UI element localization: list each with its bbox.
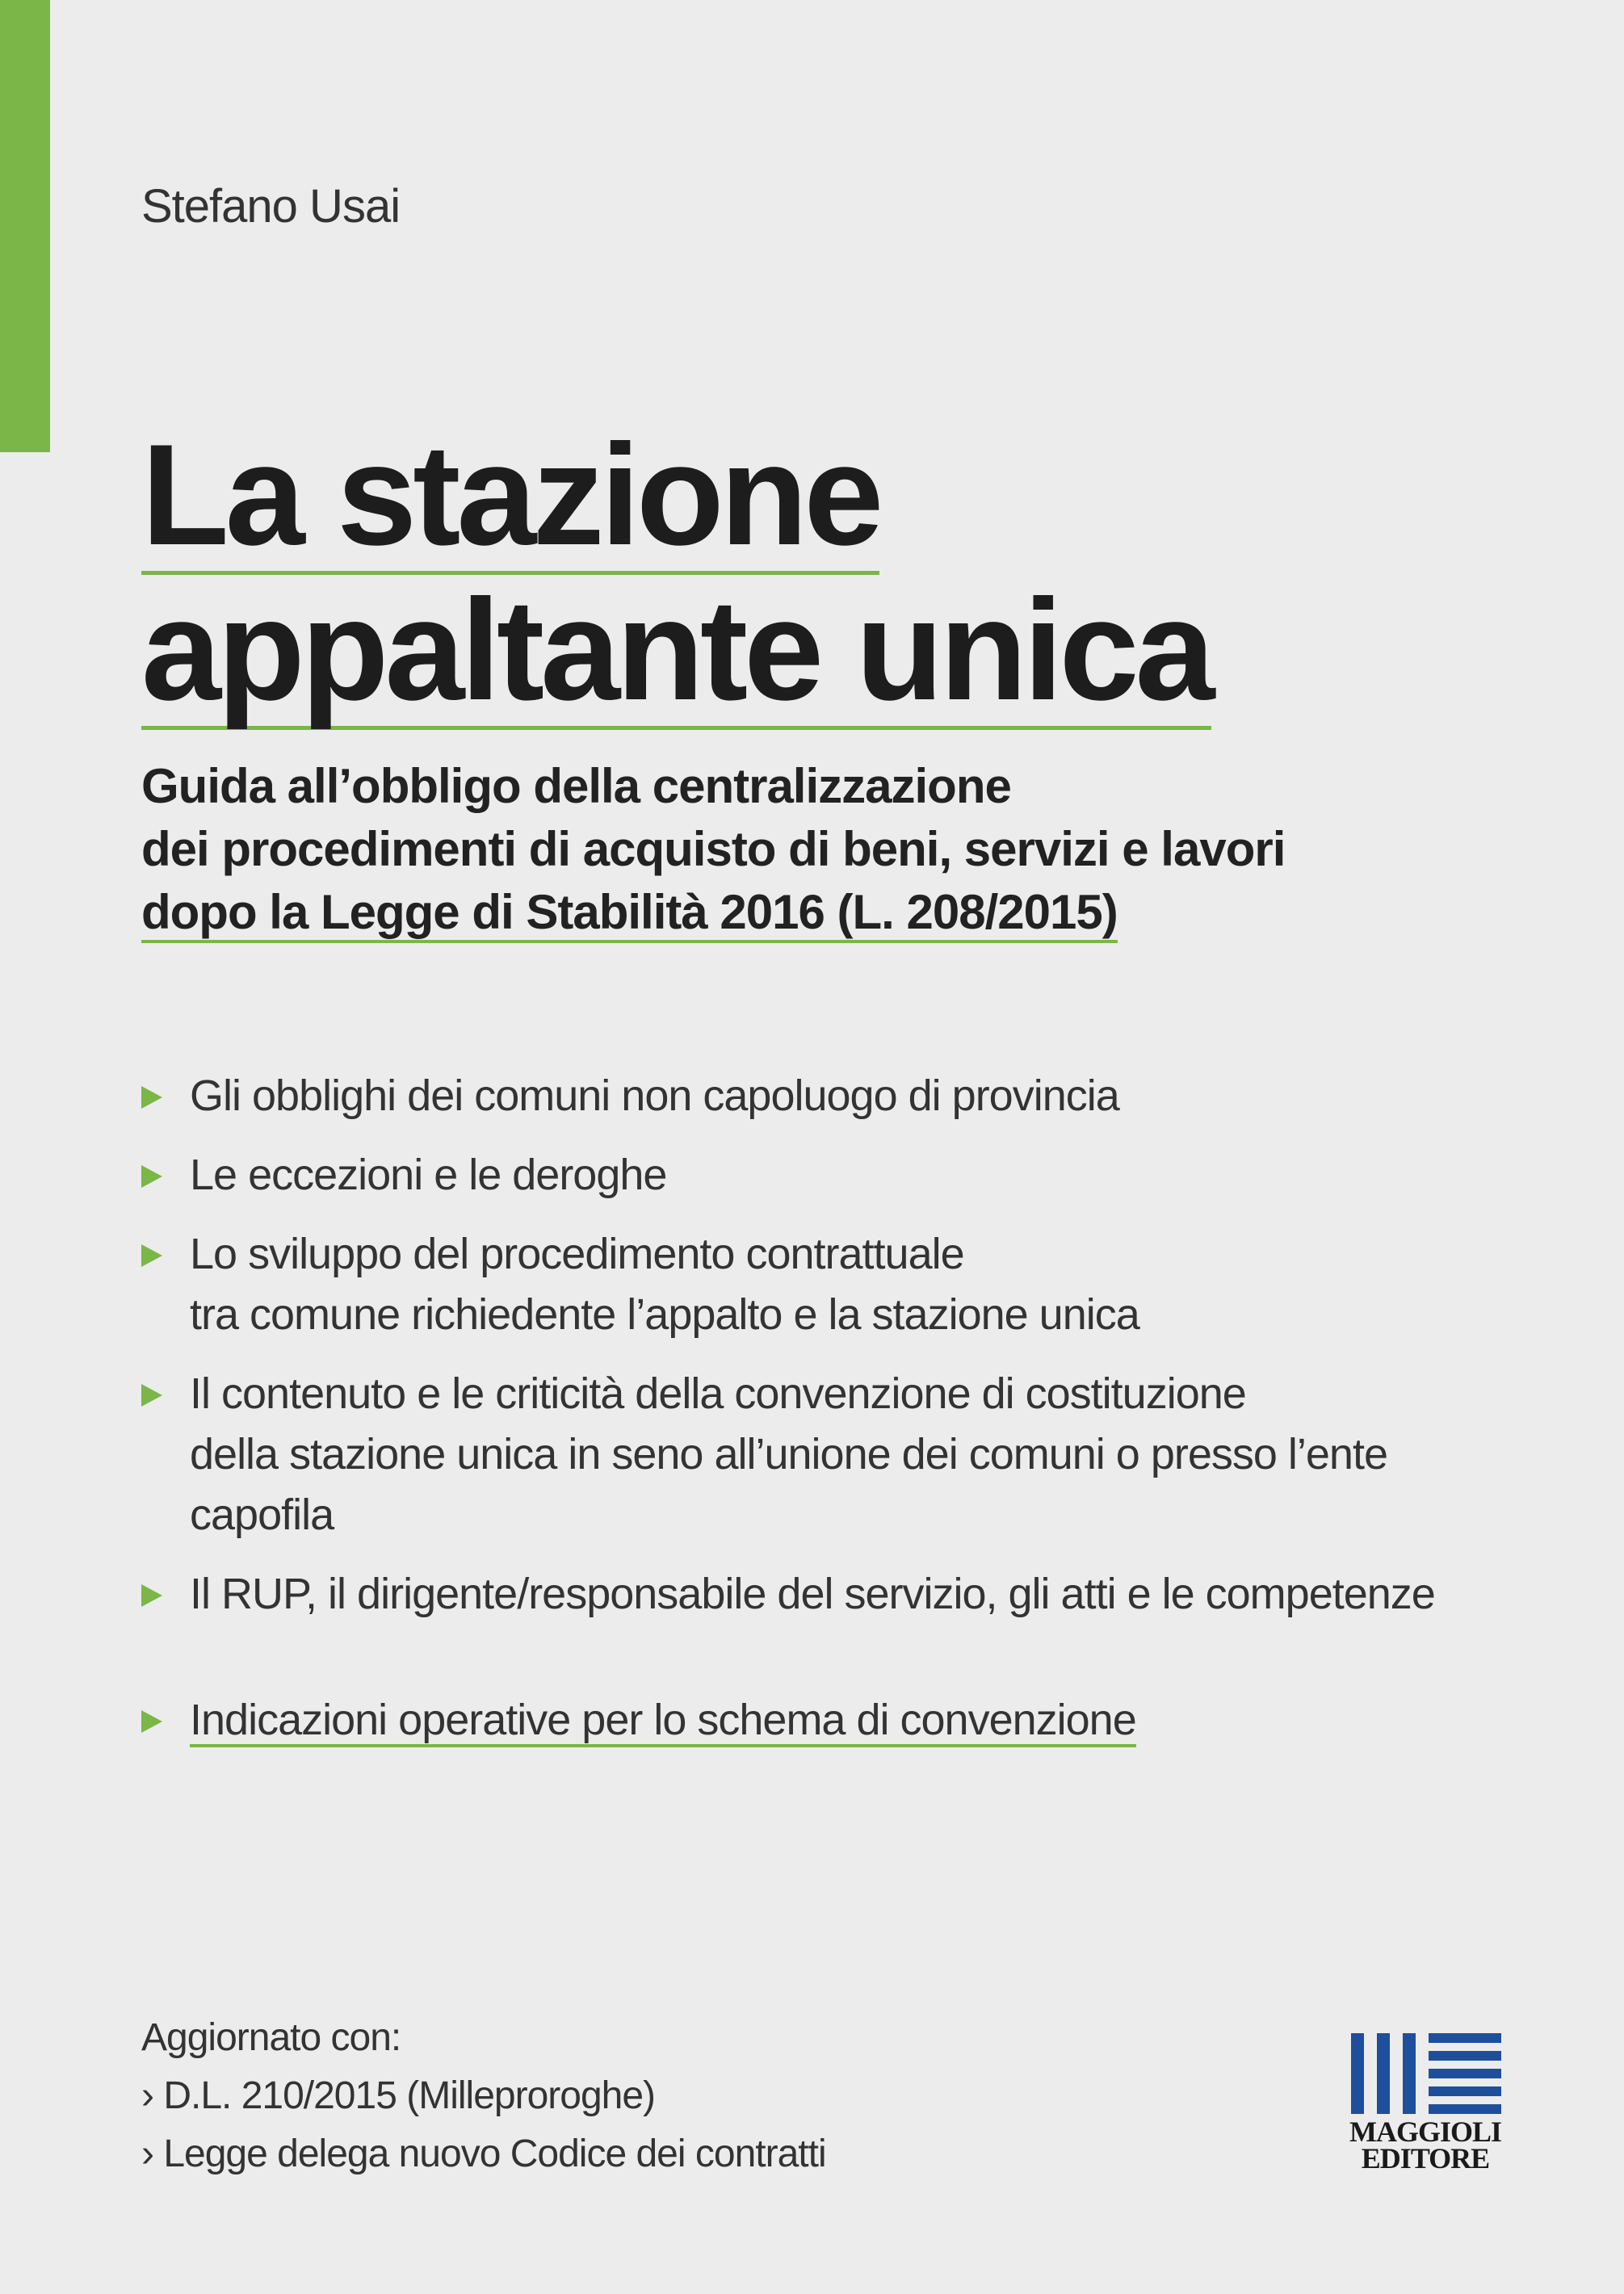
bullet-arrow-icon xyxy=(141,1086,162,1109)
topic-text: Gli obblighi dei comuni non capoluogo di provincia xyxy=(190,1072,1119,1120)
topic-item xyxy=(141,1066,1514,1126)
updated-heading: Aggiornato con: xyxy=(141,2016,401,2059)
publisher-line-1: MAGGIOLI xyxy=(1349,2116,1502,2148)
topic-text: Il contenuto e le criticità della convenzione di costituzione xyxy=(190,1369,1246,1418)
bullet-arrow-icon xyxy=(141,1165,162,1188)
bullet-arrow-icon xyxy=(141,1384,162,1407)
topic-text: Lo sviluppo del procedimento contrattuale xyxy=(190,1230,964,1278)
bullet-arrow-icon xyxy=(141,1710,162,1733)
accent-bar xyxy=(0,0,50,452)
logo-bar xyxy=(1351,2033,1364,2114)
subtitle-line-1: Guida all’obbligo della centralizzazione xyxy=(141,759,1011,813)
author-name: Stefano Usai xyxy=(141,180,401,233)
logo-bar xyxy=(1377,2033,1390,2114)
topic-item xyxy=(141,1364,1514,1545)
topic-item xyxy=(141,1564,1514,1625)
logo-stripe xyxy=(1429,2086,1501,2096)
bullet-arrow-icon xyxy=(141,1244,162,1267)
logo-stripe xyxy=(1429,2033,1501,2043)
topic-item xyxy=(141,1224,1514,1345)
logo-mark xyxy=(1351,2033,1501,2114)
title-line-2: appaltante unica xyxy=(141,569,1211,730)
logo-stripe xyxy=(1429,2104,1501,2114)
book-title xyxy=(141,414,1211,730)
highlight-item xyxy=(141,1690,1136,1751)
logo-stripe xyxy=(1429,2069,1501,2078)
subtitle-line-3: dopo la Legge di Stabilità 2016 (L. 208/2015) xyxy=(141,885,1118,943)
topic-text: tra comune richiedente l’appalto e la stazione unica xyxy=(190,1290,1139,1339)
publisher-line-2: EDITORE xyxy=(1361,2142,1490,2170)
topic-item xyxy=(141,1145,1514,1206)
logo-stripe xyxy=(1429,2051,1501,2061)
bullet-arrow-icon xyxy=(141,1584,162,1607)
highlight-text: Indicazioni operative per lo schema di convenzione xyxy=(190,1696,1136,1747)
updated-item-1: › D.L. 210/2015 (Milleproroghe) xyxy=(141,2074,656,2117)
updated-item-2: › Legge delega nuovo Codice dei contratti xyxy=(141,2133,826,2175)
logo-bar xyxy=(1403,2033,1416,2114)
topics-list xyxy=(141,1066,1514,1643)
subtitle-line-2: dei procedimenti di acquisto di beni, servizi e lavori xyxy=(141,822,1286,876)
updated-with xyxy=(141,2009,826,2183)
title-line-1: La stazione xyxy=(141,414,880,575)
topic-text: Le eccezioni e le deroghe xyxy=(190,1151,667,1199)
topic-text: della stazione unica in seno all’unione dei comuni o presso l’ente capofila xyxy=(190,1430,1387,1539)
maggioli-logo-icon xyxy=(1345,2033,1506,2170)
topic-text: Il RUP, il dirigente/responsabile del servizio, gli atti e le competenze xyxy=(190,1570,1435,1618)
book-subtitle xyxy=(141,755,1285,944)
